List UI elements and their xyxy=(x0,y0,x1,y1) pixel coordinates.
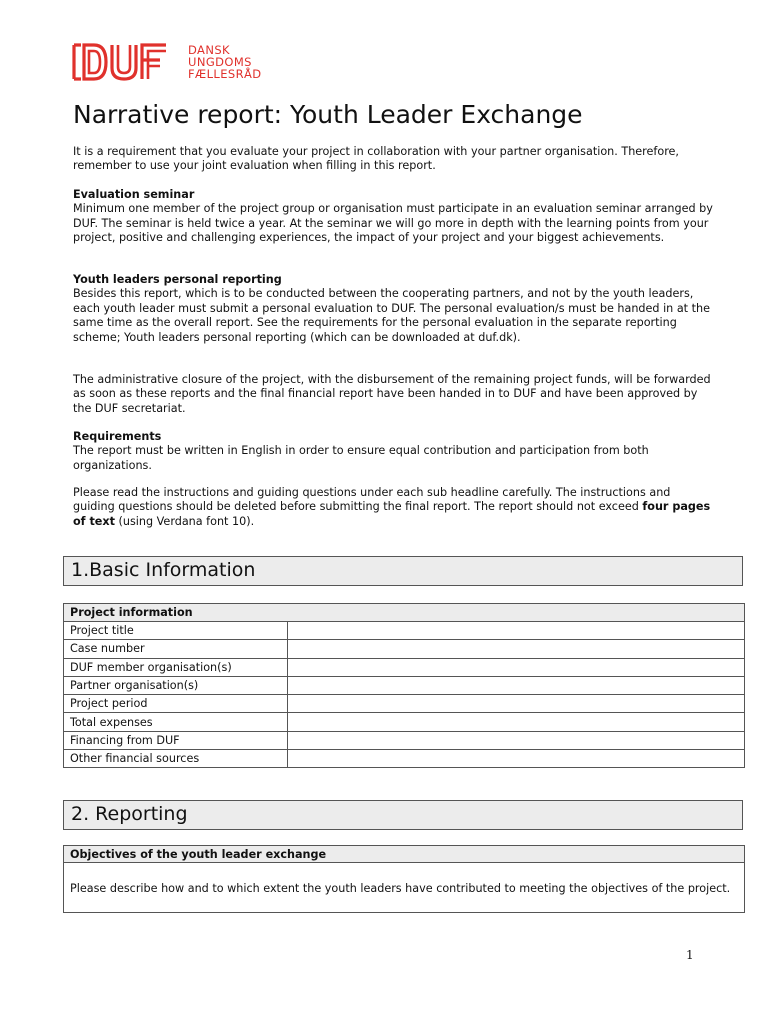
row-value[interactable] xyxy=(288,695,745,713)
requirements-block xyxy=(73,430,713,473)
table-row xyxy=(64,731,745,749)
youth-reporting-text: Besides this report, which is to be conducted between the cooperating partners, and not by the youth leaders, each youth leader must submit a personal evaluation to DUF. The personal evaluation/s must be handed in at the same time as the overall report. See the requirements for the personal evaluation in the separate reporting scheme; Youth leaders personal reporting (which can be downloaded at duf.dk). xyxy=(73,287,710,344)
youth-reporting-heading: Youth leaders personal reporting xyxy=(73,273,282,286)
row-value[interactable] xyxy=(288,622,745,640)
table-row xyxy=(64,695,745,713)
requirements-heading: Requirements xyxy=(73,430,162,443)
table-row xyxy=(64,713,745,731)
row-label: DUF member organisation(s) xyxy=(64,658,288,676)
row-label: Case number xyxy=(64,640,288,658)
instructions-text: Please read the instructions and guiding questions under each sub headline carefully. The instructions and guiding questions should be deleted before submitting the final report. The report should not exceed xyxy=(73,486,671,514)
intro-paragraph: It is a requirement that you evaluate your project in collaboration with your partner organisation. Therefore, remember to use your joint evaluation when filling in this report. xyxy=(73,145,679,173)
table-row xyxy=(64,640,745,658)
duf-logo xyxy=(72,42,262,82)
youth-reporting-block xyxy=(73,273,713,345)
logo-line-1: DANSK xyxy=(188,43,230,57)
duf-logo-wordmark xyxy=(188,44,262,80)
logo-line-3: FÆLLESRÅD xyxy=(188,67,262,81)
section-heading-basic-information: 1.Basic Information xyxy=(63,556,743,586)
admin-closure-paragraph: The administrative closure of the project, with the disbursement of the remaining project funds, will be forwarded as soon as these reports and the final financial report have been handed in to DUF and have been approved by the DUF secretariat. xyxy=(73,373,711,415)
table-row xyxy=(64,750,745,768)
requirements-text: The report must be written in English in order to ensure equal contribution and participation from both organizations. xyxy=(73,444,649,472)
evaluation-seminar-block xyxy=(73,188,713,246)
row-label: Partner organisation(s) xyxy=(64,676,288,694)
objectives-header: Objectives of the youth leader exchange xyxy=(64,846,745,863)
page-title: Narrative report: Youth Leader Exchange xyxy=(73,100,583,129)
page-number: 1 xyxy=(686,948,694,962)
duf-logo-mark xyxy=(72,42,184,82)
instructions-paragraph xyxy=(73,486,713,529)
row-label: Project period xyxy=(64,695,288,713)
table-row xyxy=(64,676,745,694)
evaluation-seminar-text: Minimum one member of the project group or organisation must participate in an evaluation seminar arranged by DUF. The seminar is held twice a year. At the seminar we will go more in depth with the learning points from your project, positive and challenging experiences, the impact of your project and your biggest achievements. xyxy=(73,202,713,245)
row-value[interactable] xyxy=(288,713,745,731)
objectives-table xyxy=(63,845,745,913)
row-value[interactable] xyxy=(288,640,745,658)
logo-line-2: UNGDOMS xyxy=(188,55,252,69)
objectives-text[interactable]: Please describe how and to which extent the youth leaders have contributed to meeting the objectives of the project. xyxy=(64,863,745,913)
evaluation-seminar-heading: Evaluation seminar xyxy=(73,188,195,201)
row-label: Other financial sources xyxy=(64,750,288,768)
project-information-table xyxy=(63,603,745,768)
instructions-text-end: (using Verdana font 10). xyxy=(114,514,255,528)
row-value[interactable] xyxy=(288,676,745,694)
instructions-emphasis: four pages of text xyxy=(73,500,711,528)
row-label: Financing from DUF xyxy=(64,731,288,749)
row-value[interactable] xyxy=(288,731,745,749)
section-heading-reporting: 2. Reporting xyxy=(63,800,743,830)
row-value[interactable] xyxy=(288,658,745,676)
row-value[interactable] xyxy=(288,750,745,768)
table-header: Project information xyxy=(64,604,745,622)
table-row xyxy=(64,622,745,640)
row-label: Total expenses xyxy=(64,713,288,731)
table-row xyxy=(64,658,745,676)
row-label: Project title xyxy=(64,622,288,640)
